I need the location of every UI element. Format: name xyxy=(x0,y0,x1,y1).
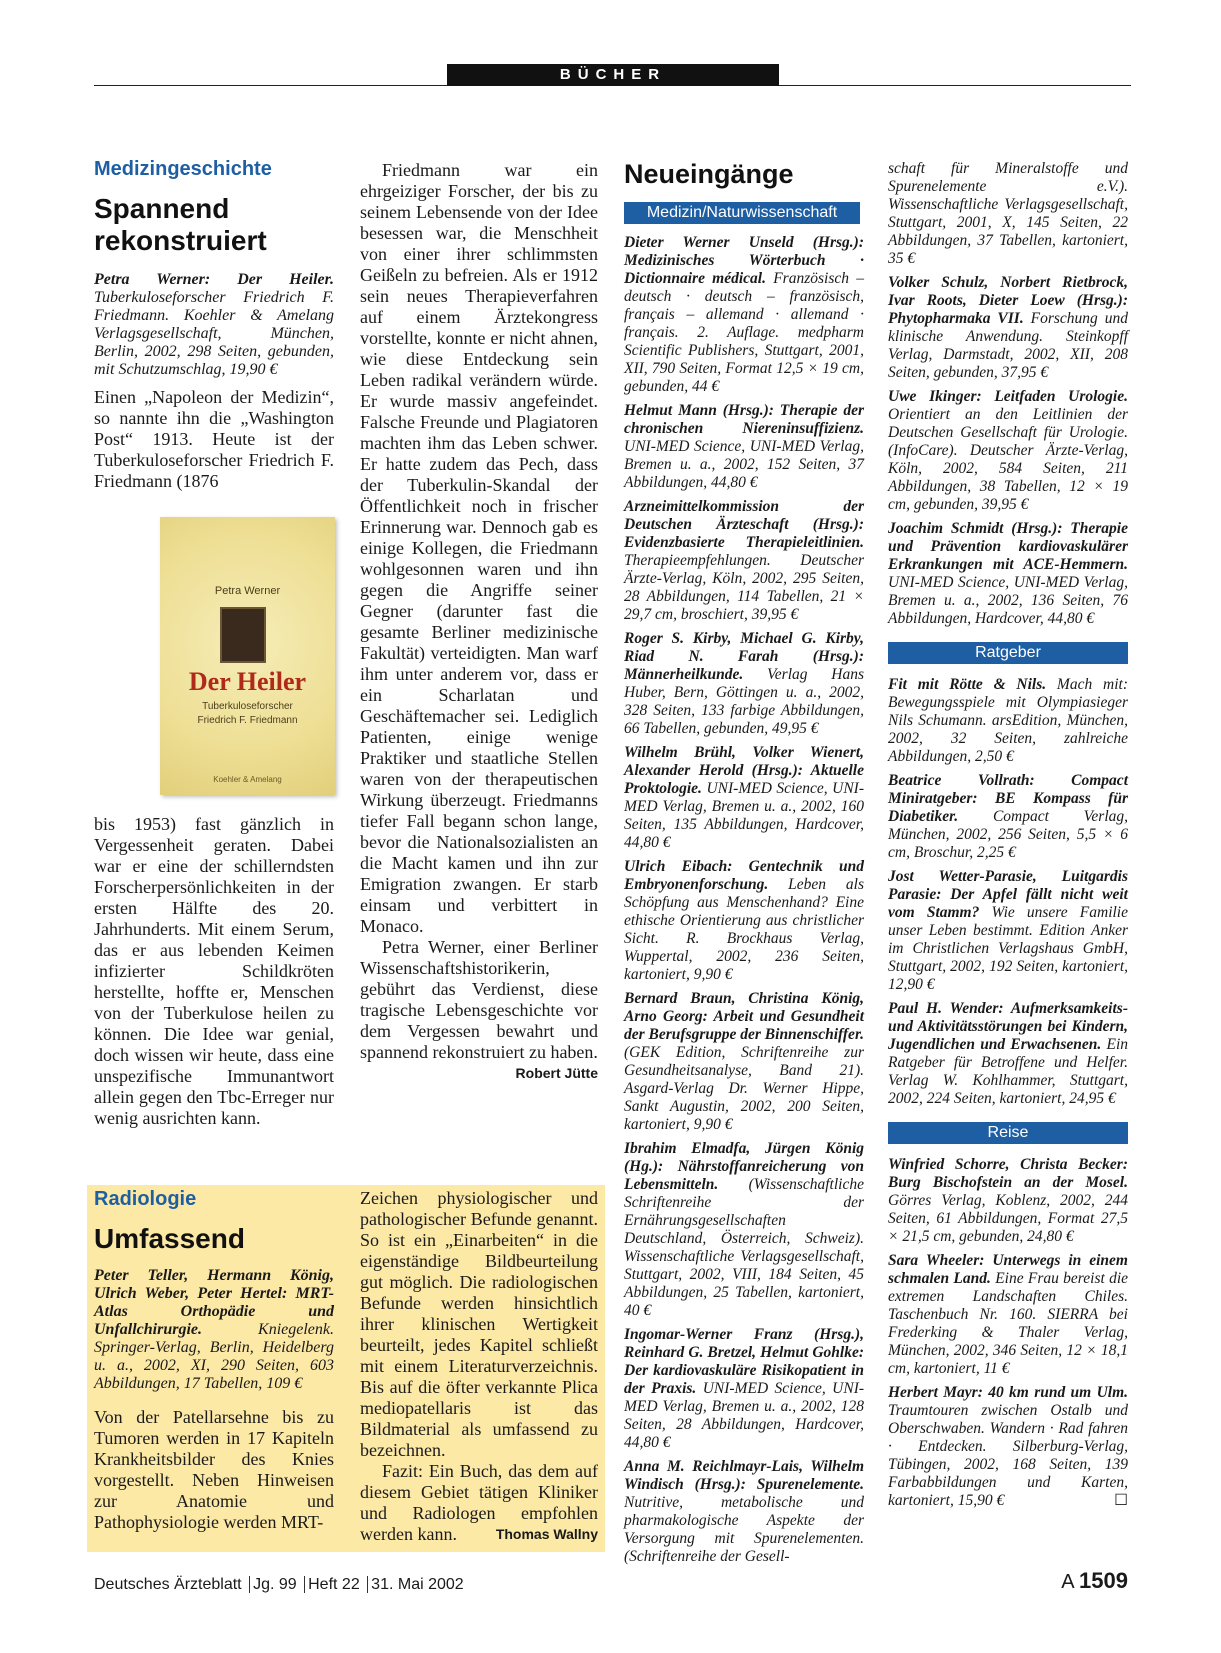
entry-title: Bernard Braun, Christina König, Arno Georg: Arbeit und Gesundheit der Berufsgruppe der Binnenschiffer. xyxy=(624,990,864,1043)
category-bar-ratgeber: Ratgeber xyxy=(888,642,1128,664)
list-item xyxy=(888,1384,1128,1510)
cover-subtitle-2: Friedrich F. Friedmann xyxy=(197,715,298,726)
entry-details: Leben als Schöpfung aus Menschenhand? Eine ethische Orientierung aus christlicher Sicht. R. Brockhaus Verlag, Wuppertal, 2002, 236 Seiten, kartoniert, 9,90 € xyxy=(624,876,864,983)
list-item xyxy=(624,1140,864,1320)
section-label: BÜCHER xyxy=(447,64,779,86)
neueingaenge-column-1 xyxy=(624,158,864,1572)
article-paragraph-text: Fazit: Ein Buch, das dem auf diesem Gebiet tätigen Kliniker und Radiologen empfohlen werden kann. xyxy=(360,1461,598,1544)
article-body-top: Einen „Napoleon der Medizin“, so nannte ihn die „Washington Post“ 1913. Heute ist der Tuberkuloseforscher Friedrich F. Friedmann (1876 xyxy=(94,387,334,491)
book-reference-details: Tuberkuloseforscher Friedrich F. Friedmann. Koehler & Amelang Verlagsgesellschaft, München, Berlin, 2002, 298 Seiten, gebunden, mit Schutzumschlag, 19,90 € xyxy=(94,289,334,378)
entry-list xyxy=(624,234,864,1566)
entry-details: Traumtouren zwischen Ostalb und Oberschwaben. Wandern · Rad fahren · Entdecken. Silberburg-Verlag, Tübingen, 2002, 168 Seiten, 139 Farbabbildungen und Karten, kartoniert, 15,90 € xyxy=(888,1402,1128,1509)
entry-title: Arzneimittelkommission der Deutschen Ärzteschaft (Hrsg.): Evidenzbasierte Therapieleitlinien. xyxy=(624,498,864,551)
journal-name: Deutsches Ärzteblatt xyxy=(94,1576,242,1593)
entry-details: Nutritive, metabolische und pharmakologische Aspekte der Versorgung mit Spurenelementen. (Schriftenreihe der Gesell- xyxy=(624,1494,864,1565)
article-medizingeschichte xyxy=(94,158,334,492)
category-bar-reise: Reise xyxy=(888,1122,1128,1144)
list-item xyxy=(624,1326,864,1452)
article-body-column-2 xyxy=(360,160,598,1084)
article-headline: Spannend rekonstruiert xyxy=(94,193,267,256)
list-item xyxy=(888,772,1128,862)
list-item xyxy=(624,498,864,624)
cover-title: Der Heiler xyxy=(188,667,307,696)
article-paragraph-text: Petra Werner, einer Berliner Wissenschaftshistorikerin, gebührt das Verdienst, diese tragische Lebensgeschichte vor dem Vergessen bewahrt und spannend rekonstruiert zu haben. xyxy=(360,937,598,1062)
neueingaenge-column-2 xyxy=(888,160,1128,1516)
entry-details: Eine Frau bereist die extremen Landschaften Chiles. Taschenbuch Nr. 160. SIERRA bei Frederking & Thaler Verlag, München, 2002, 346 Seiten, 12 × 18,1 cm, kartoniert, 11 € xyxy=(888,1270,1129,1377)
entry-details: UNI-MED Science, UNI-MED Verlag, Bremen u. a., 2002, 160 Seiten, 135 Abbildungen, Hardcover, 44,80 € xyxy=(624,780,864,851)
list-item xyxy=(888,1252,1128,1378)
list-item xyxy=(888,1156,1128,1246)
entry-title: Wilhelm Brühl, Volker Wienert, Alexander Herold (Hrsg.): Aktuelle Proktologie. xyxy=(624,744,864,797)
article-body-bottom: bis 1953) fast gänzlich in Vergessenheit geraten. Dabei war er eine der schillerndsten Forscherpersönlichkeiten in der ersten Hälfte des 20. Jahrhunderts. Mit einem Serum, das er aus lebenden Keimen infizierter Schildkröten herstellte, hoffte er, Menschen von der Tuberkulose heilen zu können. Die Idee war genial, doch wissen wir heute, dass eine unspezifische Immunantwort allein gegen den Tbc-Erreger nur wenig ausrichten kann. xyxy=(94,814,334,1128)
entry-details: Mach mit: Bewegungsspiele mit Olympiasieger Nils Schumann. arsEdition, München, 2002, 32 Seiten, zahlreiche Abbildungen, 2,50 € xyxy=(888,676,1128,765)
entry-title: Joachim Schmidt (Hrsg.): Therapie und Prävention kardiovaskulärer Erkrankungen mit ACE-Hemmern. xyxy=(888,520,1128,573)
entry-title: Ulrich Eibach: Gentechnik und Embryonenforschung. xyxy=(624,858,864,893)
category-bar-medizin: Medizin/Naturwissenschaft xyxy=(624,202,860,224)
entry-details: Forschung und klinische Anwendung. Steinkopff Verlag, Darmstadt, 2002, XII, 208 Seiten, gebunden, 37,95 € xyxy=(888,310,1128,381)
portrait-icon xyxy=(220,607,266,663)
entry-details: Wie unsere Familie unser Leben bestimmt. Edition Anker im Christlichen Verlagshaus GmbH, Stuttgart, 2002, 192 Seiten, kartoniert, 12,90 € xyxy=(888,904,1128,993)
article-body-column-2 xyxy=(360,1188,598,1545)
divider xyxy=(304,1576,305,1593)
entry-title: Paul H. Wender: Aufmerksamkeits- und Aktivitätsstörungen bei Kindern, Jugendlichen und Erwachsenen. xyxy=(888,1000,1128,1053)
article-radiologie xyxy=(94,1188,334,1533)
article-author: Robert Jütte xyxy=(515,1065,598,1081)
entry-details: Ein Ratgeber für Betroffene und Helfer. Verlag W. Kohlhammer, Stuttgart, 2002, 224 Seiten, kartoniert, 24,95 € xyxy=(888,1036,1128,1107)
list-item xyxy=(888,388,1128,514)
list-item xyxy=(888,868,1128,994)
book-reference xyxy=(94,271,334,379)
article-body: Von der Patellarsehne bis zu Tumoren werden in 17 Kapiteln Krankheitsbilder des Knies vorgestellt. Neben Hinweisen zur Anatomie und Pathophysiologie werden MRT- xyxy=(94,1407,334,1532)
page-number-value: 1509 xyxy=(1079,1568,1128,1593)
entry-title: Jost Wetter-Parasie, Luitgardis Parasie: Der Apfel fällt nicht weit vom Stamm? xyxy=(888,868,1128,921)
entry-details: Görres Verlag, Koblenz, 2002, 244 Seiten, 61 Abbildungen, Format 27,5 × 21,5 cm, gebunden, 24,80 € xyxy=(888,1192,1128,1245)
entry-details: (GEK Edition, Schriftenreihe zur Gesundheitsanalyse, Band 21). Asgard-Verlag Dr. Werner Hippe, Sankt Augustin, 2002, 200 Seiten, kartoniert, 9,90 € xyxy=(624,1044,864,1133)
list-item xyxy=(624,1458,864,1566)
entry-title: Ingomar-Werner Franz (Hrsg.), Reinhard G. Bretzel, Helmut Gohlke: Der kardiovaskuläre Risikopatient in der Praxis. xyxy=(624,1326,864,1397)
entry-details: Verlag Hans Huber, Bern, Göttingen u. a., 2002, 328 Seiten, 133 farbige Abbildungen, 66 Tabellen, gebunden, 49,95 € xyxy=(624,666,864,737)
book-reference xyxy=(94,1267,334,1393)
entry-title: Volker Schulz, Norbert Rietbrock, Ivar Roots, Dieter Loew (Hrsg.): Phytopharmaka VII. xyxy=(888,274,1128,327)
article-paragraph-final xyxy=(360,937,598,1081)
entry-details: UNI-MED Science, UNI-MED Verlag, Bremen u. a., 2002, 128 Seiten, 28 Abbildungen, Hardcover, 44,80 € xyxy=(624,1380,865,1451)
list-item xyxy=(888,676,1128,766)
entry-title: Helmut Mann (Hrsg.): Therapie der chronischen Niereninsuffizienz. xyxy=(624,402,864,437)
book-reference-details: Kniegelenk. Springer-Verlag, Berlin, Heidelberg u. a., 2002, XI, 290 Seiten, 603 Abbildungen, 17 Tabellen, 109 € xyxy=(94,1321,334,1392)
entry-title: Fit mit Rötte & Nils. xyxy=(888,676,1047,693)
volume: Jg. 99 xyxy=(253,1576,297,1593)
list-item xyxy=(624,402,864,492)
page-prefix: A xyxy=(1061,1571,1075,1593)
article-kicker: Radiologie xyxy=(94,1188,197,1210)
list-item xyxy=(624,744,864,852)
entry-title: Winfried Schorre, Christa Becker: Burg Bischofstein an der Mosel. xyxy=(888,1156,1128,1191)
entry-details: (Wissenschaftliche Schriftenreihe der Ernährungsgesellschaften Deutschland, Österreich, Schweiz). Wissenschaftliche Verlagsgesellschaft, Stuttgart, 2002, VIII, 184 Seiten, 45 Abbildungen, 25 Tabellen, kartoniert, 40 € xyxy=(624,1176,864,1319)
end-mark-icon: ☐ xyxy=(1114,1492,1128,1509)
entry-title: Roger S. Kirby, Michael G. Kirby, Riad N. Farah (Hrsg.): Männerheilkunde. xyxy=(624,630,864,683)
entry-title: Ibrahim Elmadfa, Jürgen König (Hg.): Nährstoffanreicherung von Lebensmitteln. xyxy=(624,1140,864,1193)
list-item xyxy=(888,520,1128,628)
cover-publisher: Koehler & Amelang xyxy=(213,775,282,784)
cover-author: Petra Werner xyxy=(214,585,281,597)
entry-details: UNI-MED Science, UNI-MED Verlag, Bremen u. a., 2002, 152 Seiten, 37 Abbildungen, 44,80 € xyxy=(624,438,864,491)
book-cover-image xyxy=(160,517,335,795)
entry-details: UNI-MED Science, UNI-MED Verlag, Bremen u. a., 2002, 136 Seiten, 76 Abbildungen, Hardcover, 44,80 € xyxy=(888,574,1128,627)
article-headline: Umfassend xyxy=(94,1223,245,1254)
entry-list xyxy=(888,160,1128,628)
list-item xyxy=(624,858,864,984)
page-number xyxy=(1061,1568,1128,1594)
entry-details: Französisch – deutsch · deutsch – französisch, français – allemand · allemand · français. 2. Auflage. medpharm Scientific Publishers, Stuttgart, 2001, XII, 790 Seiten, Format 12,5 × 19 cm, gebunden, 44 € xyxy=(624,270,864,395)
article-paragraph: Zeichen physiologischer und pathologischer Befunde genannt. So ist ein „Einarbeiten“ in die eigenständige Bildbeurteilung gut möglich. Die radiologischen Befunde werden hinsichtlich ihrer klinischen Wertigkeit beurteilt, jedes Kapitel schließt mit einem Literaturverzeichnis. Bis auf die öfter verkannte Plica mediopatellaris ist das Bildmaterial als umfassend zu bezeichnen. xyxy=(360,1188,598,1460)
entry-details: Compact Verlag, München, 2002, 256 Seiten, 5,5 × 6 cm, Broschur, 2,25 € xyxy=(888,808,1128,861)
entry-title: Sara Wheeler: Unterwegs in einem schmalen Land. xyxy=(888,1252,1128,1287)
entry-list xyxy=(888,676,1128,1108)
entry-details: Orientiert an den Leitlinien der Deutschen Gesellschaft für Urologie. (InfoCare). Deutscher Ärzte-Verlag, Köln, 2002, 584 Seiten, 211 Abbildungen, 38 Tabellen, 12 × 19 cm, gebunden, 39,95 € xyxy=(888,406,1128,513)
entry-list xyxy=(888,1156,1128,1510)
list-item xyxy=(624,234,864,396)
entry-title: Beatrice Vollrath: Compact Miniratgeber: BE Kompass für Diabetiker. xyxy=(888,772,1128,825)
footer-citation xyxy=(94,1576,464,1594)
entry-title: Herbert Mayr: 40 km rund um Ulm. xyxy=(888,1384,1128,1401)
article-paragraph: Friedmann war ein ehrgeiziger Forscher, der bis zu seinem Lebensende von der Idee besessen war, die Menschheit von einer ihrer schlimmsten Geißeln zu befreien. Als er 1912 sein neues Therapieverfahren auf einem Ärztekongress vorstellte, konnte er nicht ahnen, wie diese Entdeckung sein Leben radikal verändern würde. Er wurde massiv angefeindet. Falsche Freunde und Plagiatoren machten ihm das Leben schwer. Er hatte zudem das Pech, dass der Tuberkulin-Skandal der Öffentlichkeit noch in frischer Erinnerung war. Dennoch gab es einige Kollegen, die Friedmann wohlgesonnen waren und ihn gegen die Angriffe seiner Gegner (darunter fast die gesamte Berliner medizinische Fakultät) verteidigten. Man warf ihm unter anderem vor, dass er ein Scharlatan und Geschäftemacher sei. Lediglich Patienten, einige wenige Praktiker und staatliche Stellen waren von der therapeutischen Wirkung überzeugt. Friedmanns tiefer Fall begann schon lange, bevor die Nationalsozialisten an die Macht kamen und ihn zur Emigration zwangen. Er starb einsam und verbittert in Monaco. xyxy=(360,160,598,936)
article-author: Thomas Wallny xyxy=(495,1526,598,1542)
list-item xyxy=(888,1000,1128,1108)
list-item xyxy=(888,160,1128,268)
list-item xyxy=(624,990,864,1134)
list-item xyxy=(888,274,1128,382)
book-reference-title: Petra Werner: Der Heiler. xyxy=(94,271,334,288)
entry-details: schaft für Mineralstoffe und Spurenelemente e.V.). Wissenschaftliche Verlagsgesellschaft, Stuttgart, 2001, X, 145 Seiten, 22 Abbildungen, 37 Tabellen, kartoniert, 35 € xyxy=(888,160,1128,267)
list-item xyxy=(624,630,864,738)
cover-subtitle-1: Tuberkuloseforscher xyxy=(202,701,293,712)
book-reference-title: Peter Teller, Hermann König, Ulrich Weber, Peter Hertel: MRT-Atlas Orthopädie und Unfallchirurgie. xyxy=(94,1267,334,1338)
entry-title: Dieter Werner Unseld (Hrsg.): Medizinisches Wörterbuch · Dictionnaire médical. xyxy=(624,234,864,287)
issue-date: 31. Mai 2002 xyxy=(371,1576,464,1593)
entry-title: Anna M. Reichlmayr-Lais, Wilhelm Windisch (Hrsg.): Spurenelemente. xyxy=(624,1458,864,1493)
entry-title: Uwe Ikinger: Leitfaden Urologie. xyxy=(888,388,1128,405)
article-paragraph-final xyxy=(360,1461,598,1545)
entry-details: Therapieempfehlungen. Deutscher Ärzte-Verlag, Köln, 2002, 295 Seiten, 28 Abbildungen, 114 Tabellen, 21 × 29,7 cm, broschiert, 39,95 € xyxy=(624,552,864,623)
neueingaenge-title: Neueingänge xyxy=(624,159,794,189)
divider xyxy=(249,1576,250,1593)
divider xyxy=(367,1576,368,1593)
issue: Heft 22 xyxy=(308,1576,360,1593)
article-kicker: Medizingeschichte xyxy=(94,158,272,180)
